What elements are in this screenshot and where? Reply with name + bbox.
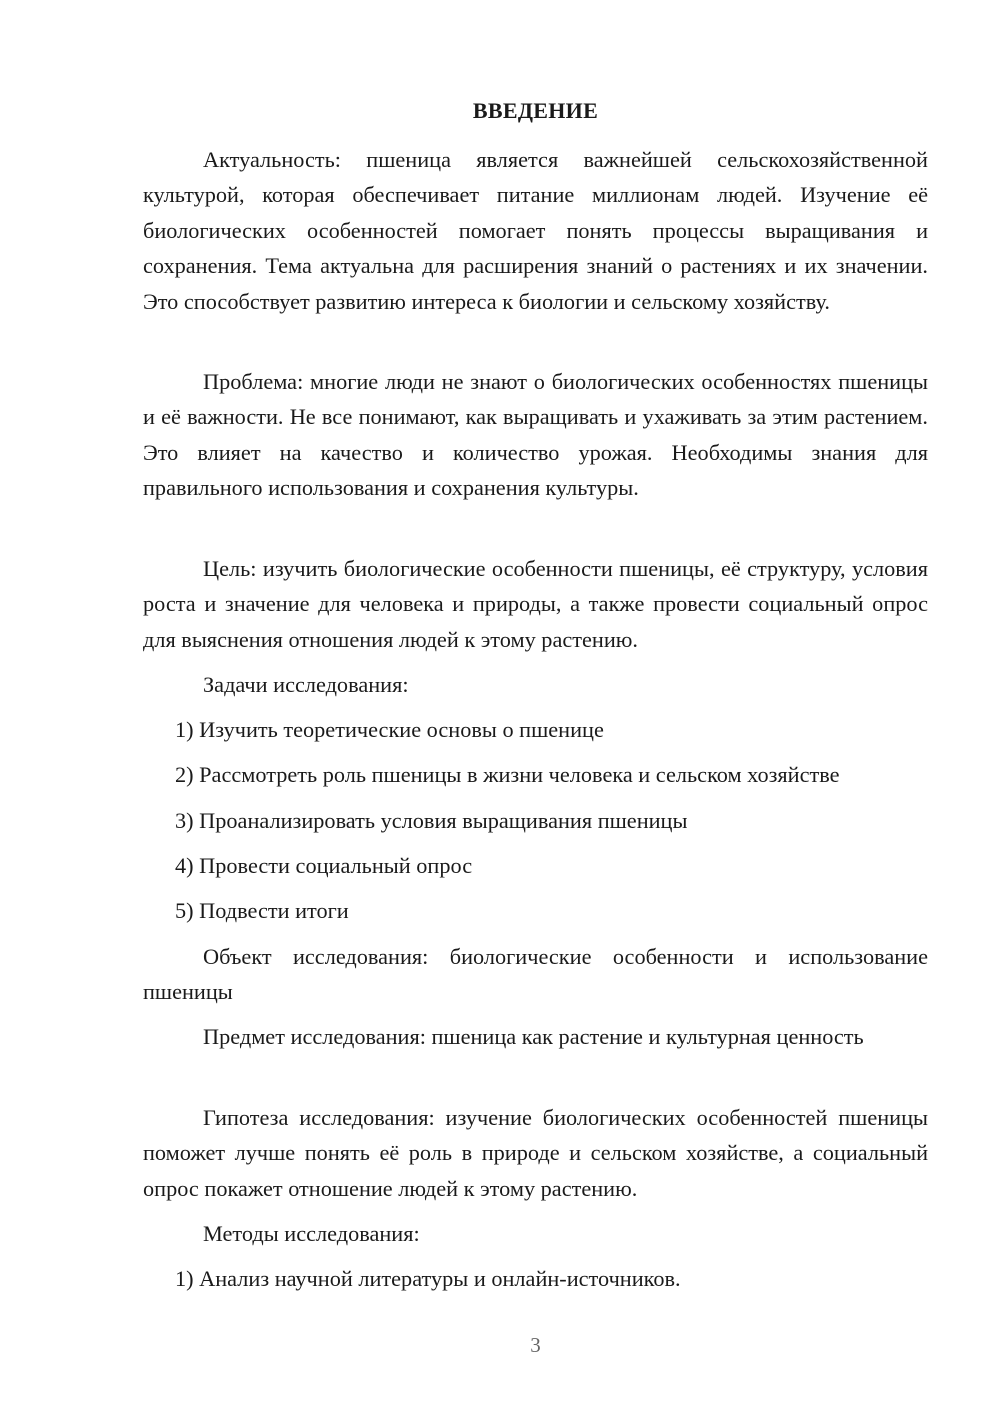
method-item: 1) Анализ научной литературы и онлайн-источников. — [175, 1266, 681, 1291]
task-item: 5) Подвести итоги — [175, 898, 349, 923]
task-item: 3) Проанализировать условия выращивания пшеницы — [175, 808, 688, 833]
goal-paragraph: Цель: изучить биологические особенности пшеницы, её структуру, условия роста и значение для человека и природы, а также провести социальный опрос для выяснения отношения людей к этому растению. — [143, 556, 928, 652]
methods-heading: Методы исследования: — [203, 1221, 420, 1246]
subject-paragraph: Предмет исследования: пшеница как растение и культурная ценность — [203, 1024, 864, 1049]
task-item: 1) Изучить теоретические основы о пшенице — [175, 717, 604, 742]
document-page — [143, 0, 928, 1414]
object-paragraph: Объект исследования: биологические особенности и использование пшеницы — [143, 944, 928, 1005]
task-item: 2) Рассмотреть роль пшеницы в жизни человека и сельском хозяйстве — [175, 762, 840, 787]
hypothesis-paragraph: Гипотеза исследования: изучение биологических особенностей пшеницы поможет лучше понять её роль в природе и сельском хозяйстве, а социальный опрос покажет отношение людей к этому растению. — [143, 1105, 928, 1201]
section-title: ВВЕДЕНИЕ — [472, 98, 599, 123]
task-item: 4) Провести социальный опрос — [175, 853, 473, 878]
page-number: 3 — [530, 1333, 541, 1357]
problem-paragraph: Проблема: многие люди не знают о биологических особенностях пшеницы и её важности. Не все понимают, как выращивать и ухаживать за этим растением. Это влияет на качество и количество урожая. Необходимы знания для правильного использования и сохранения культуры. — [143, 369, 928, 501]
relevance-paragraph: Актуальность: пшеница является важнейшей сельскохозяйственной культурой, которая обеспечивает питание миллионам людей. Изучение её биологических особенностей помогает понять процессы выращивания и сохранения. Тема актуальна для расширения знаний о растениях и их значении. Это способствует развитию интереса к биологии и сельскому хозяйству. — [143, 147, 928, 314]
tasks-heading: Задачи исследования: — [203, 672, 409, 697]
